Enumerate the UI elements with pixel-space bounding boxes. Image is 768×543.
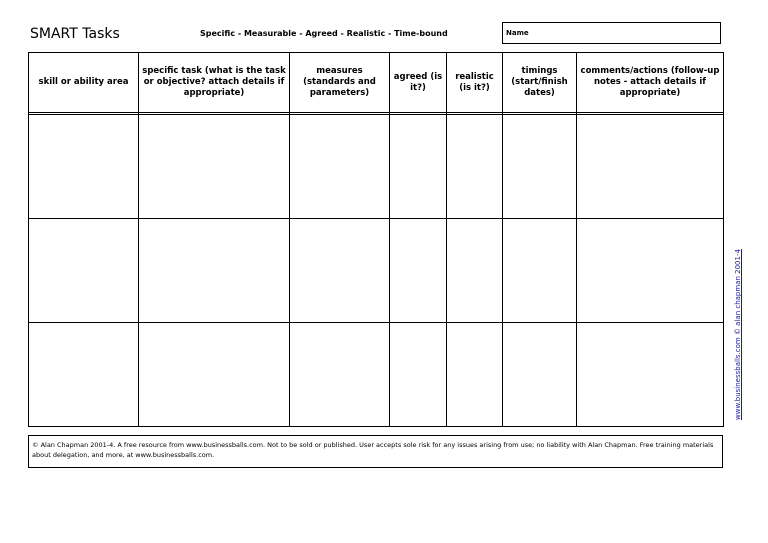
table-cell[interactable] xyxy=(503,115,577,219)
table-cell[interactable] xyxy=(29,115,139,219)
table-row xyxy=(29,115,724,219)
side-credit-text: © alan chapman 2001-4 xyxy=(734,249,742,338)
table-cell[interactable] xyxy=(390,115,447,219)
table-cell[interactable] xyxy=(290,115,390,219)
table-cell[interactable] xyxy=(447,323,503,427)
table-cell[interactable] xyxy=(390,323,447,427)
smart-subtitle: Specific - Measurable - Agreed - Realistic - Time-bound xyxy=(200,29,448,38)
smart-tasks-table xyxy=(28,52,724,427)
column-header-realistic: realistic (is it?) xyxy=(447,53,503,113)
table-cell[interactable] xyxy=(139,219,290,323)
table-cell[interactable] xyxy=(29,219,139,323)
table-row xyxy=(29,323,724,427)
table-cell[interactable] xyxy=(447,219,503,323)
page-title: SMART Tasks xyxy=(30,26,120,42)
side-credit xyxy=(734,249,742,420)
name-label: Name xyxy=(506,29,529,37)
table-cell[interactable] xyxy=(503,219,577,323)
table-row xyxy=(29,219,724,323)
column-header-comments: comments/actions (follow-up notes - attach details if appropriate) xyxy=(577,53,724,113)
column-header-specific-task: specific task (what is the task or objective? attach details if appropriate) xyxy=(139,53,290,113)
column-header-measures: measures (standards and parameters) xyxy=(290,53,390,113)
table-cell[interactable] xyxy=(577,115,724,219)
businessballs-link[interactable]: www.businessballs.com xyxy=(734,337,742,420)
name-field[interactable] xyxy=(502,22,721,44)
column-header-skill: skill or ability area xyxy=(29,53,139,113)
table-cell[interactable] xyxy=(577,323,724,427)
table-cell[interactable] xyxy=(139,115,290,219)
copyright-footer: © Alan Chapman 2001-4. A free resource from www.businessballs.com. Not to be sold or published. User accepts sole risk for any issues arising from use; no liability with Alan Chapman. Free training materials about delegation, and more, at www.businessballs.com. xyxy=(28,435,723,468)
table-cell[interactable] xyxy=(390,219,447,323)
table-cell[interactable] xyxy=(577,219,724,323)
column-header-timings: timings (start/finish dates) xyxy=(503,53,577,113)
table-cell[interactable] xyxy=(290,219,390,323)
table-cell[interactable] xyxy=(139,323,290,427)
table-cell[interactable] xyxy=(29,323,139,427)
table-cell[interactable] xyxy=(290,323,390,427)
table-cell[interactable] xyxy=(503,323,577,427)
table-cell[interactable] xyxy=(447,115,503,219)
column-header-agreed: agreed (is it?) xyxy=(390,53,447,113)
